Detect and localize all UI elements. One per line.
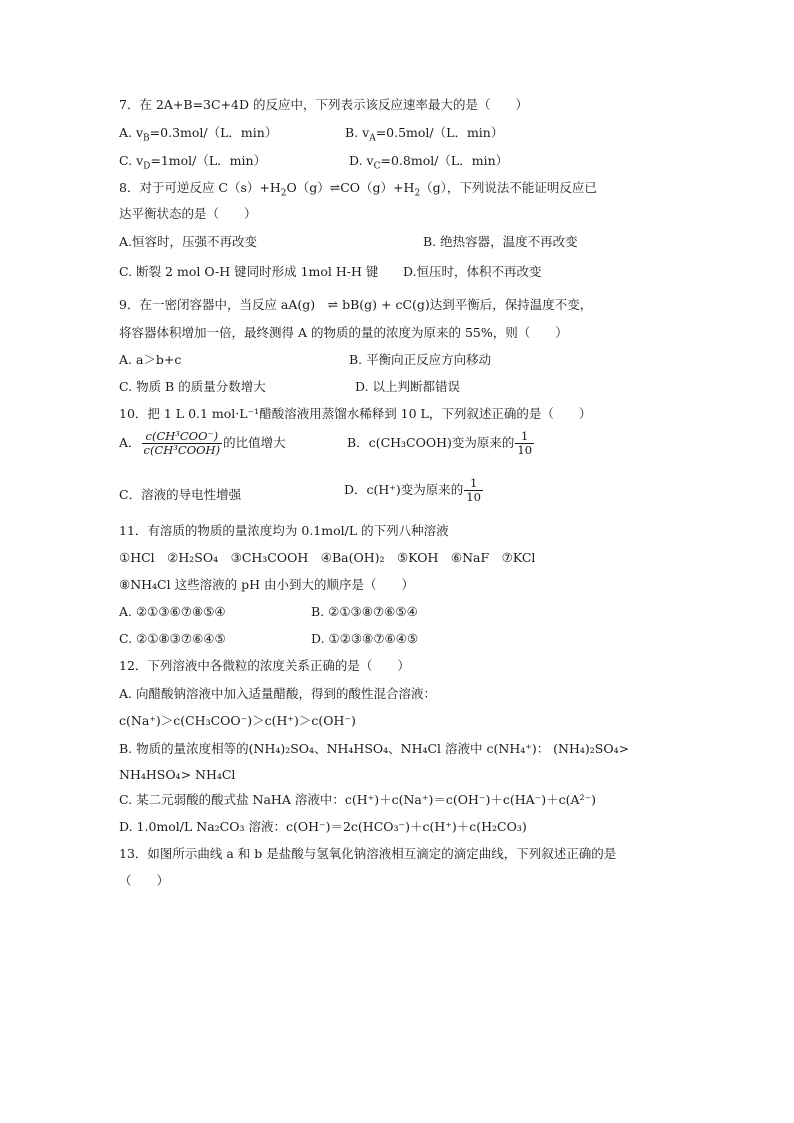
q10-option-d: D．c(H⁺)变为原来的 $\frac{1}{10}$	[344, 476, 481, 504]
q12-option-d: D. 1.0mol/L Na₂CO₃ 溶液：c(OH⁻)＝2c(HCO₃⁻)＋c(H⁺)＋c(H₂CO₃)	[119, 819, 527, 834]
q12-option-b-line2: NH₄HSO₄> NH₄Cl	[119, 767, 236, 782]
q9-stem-line1: 9．在一密闭容器中，当反应 aA(g) ⇌ bB(g) + cC(g)达到平衡后，保持温度不变，	[119, 297, 593, 312]
q13-stem-line1: 13．如图所示曲线 a 和 b 是盐酸与氢氧化钠溶液相互滴定的滴定曲线，下列叙述正确的是	[119, 846, 617, 861]
q8-option-d: D.恒压时，体积不再改变	[403, 264, 542, 279]
q12-stem: 12．下列溶液中各微粒的浓度关系正确的是（ ）	[119, 658, 410, 673]
q12-option-a-line1: A. 向醋酸钠溶液中加入适量醋酸，得到的酸性混合溶液：	[119, 686, 436, 701]
q12-option-c: C. 某二元弱酸的酸式盐 NaHA 溶液中：c(H⁺)＋c(Na⁺)＝c(OH⁻)＋c(HA⁻)＋c(A²⁻)	[119, 792, 596, 807]
q12-option-a-line2: c(Na⁺)＞c(CH₃COO⁻)＞c(H⁺)＞c(OH⁻)	[119, 713, 356, 728]
q8-stem-line2: 达平衡状态的是（ ）	[119, 206, 257, 221]
q8-option-a: A.恒容时，压强不再改变	[119, 234, 258, 249]
q9-stem-line2: 将容器体积增加一倍，最终测得 A 的物质的量的浓度为原来的 55%，则（ ）	[119, 325, 568, 340]
q10-d-fraction: $\frac{1}{10}$	[466, 476, 481, 504]
q10-option-b: B．c(CH₃COOH)变为原来的 $\frac{1}{10}$	[347, 429, 533, 457]
q7-stem: 7．在 2A+B=3C+4D 的反应中，下列表示该反应速率最大的是（ ）	[119, 97, 528, 112]
q7-option-b: B. $v_A=0.5mol/(L$．min）	[345, 125, 504, 144]
q7-option-a: A. $v_B=0.3mol/(L$．min）	[119, 125, 278, 144]
q7-option-d: D. $v_C=0.8mol/(L$．min）	[349, 153, 509, 172]
q8-stem-line1: 8．对于可逆反应 $C(s)+H_2O(g)\rightleftharpoons CO(g)+H_2(g)$，下列说法不能证明反应已	[119, 180, 597, 199]
q12-option-b-line1: B. 物质的量浓度相等的(NH₄)₂SO₄、NH₄HSO₄、NH₄Cl 溶液中 c(NH₄⁺)： (NH₄)₂SO₄>	[119, 741, 630, 756]
q11-option-c: C. ②①⑧③⑦⑥④⑤	[119, 631, 226, 646]
q8-option-c: C. 断裂 2 mol O-H 键同时形成 1mol H-H 键	[119, 264, 379, 279]
q9-option-c: C. 物质 B 的质量分数增大	[119, 379, 266, 394]
q10-b-fraction: $\frac{1}{10}$	[517, 429, 533, 457]
q11-solution-list: ①HCl ②H₂SO₄ ③CH₃COOH ④Ba(OH)₂ ⑤KOH ⑥NaF ⑦KCl	[119, 550, 536, 565]
q11-option-d: D. ①②③⑧⑦⑥④⑤	[311, 631, 419, 646]
q13-stem-line2: （ ）	[119, 873, 170, 888]
q8-option-b: B. 绝热容器，温度不再改变	[423, 234, 578, 249]
q10-stem: 10．把 1 L 0.1 mol·L⁻¹醋酸溶液用蒸馏水稀释到 10 L，下列叙述正确的是（ ）	[119, 406, 592, 421]
q9-option-b: B. 平衡向正反应方向移动	[349, 352, 492, 367]
q9-option-d: D. 以上判断都错误	[355, 379, 461, 394]
q11-stem: 11．有溶质的物质的量浓度均为 0.1mol/L 的下列八种溶液	[119, 523, 449, 538]
q11-solution-list-cont: ⑧NH₄Cl 这些溶液的 pH 由小到大的顺序是（ ）	[119, 577, 414, 592]
q11-option-a: A. ②①③⑥⑦⑧⑤④	[119, 604, 226, 619]
q10-a-fraction: $\frac{\text{c(CH³COO⁻)}}{\text{c(CH³COOH)}}$	[143, 429, 221, 457]
q9-option-a: A. a＞b+c	[119, 352, 182, 367]
q10-option-a: A． $\frac{\text{c(CH³COO⁻)}}{\text{c(CH³COOH)}}$ 的比值增大	[119, 429, 286, 457]
q7-option-c: C. $v_D=1mol/(L$．min）	[119, 153, 267, 172]
q11-option-b: B. ②①③⑧⑦⑥⑤④	[311, 604, 418, 619]
q10-option-c: C．溶液的导电性增强	[119, 487, 242, 502]
